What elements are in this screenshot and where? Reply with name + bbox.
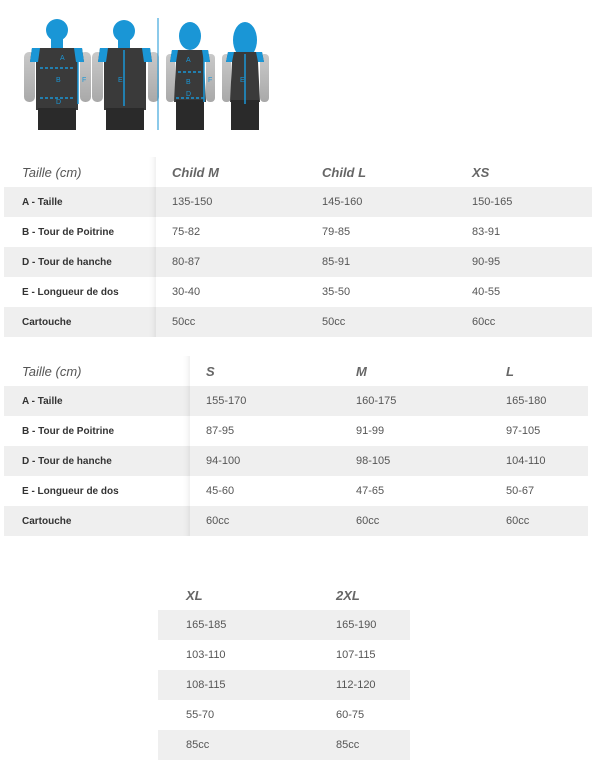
table-row [4, 187, 592, 217]
male-back-figure [92, 20, 159, 130]
female-front-letter-a: A [186, 57, 191, 64]
table-row [4, 277, 592, 307]
header-cell: M [356, 363, 367, 379]
row-label: B - Tour de Poitrine [4, 416, 190, 446]
table-cell: 103-110 [186, 649, 226, 661]
row-label: D - Tour de hanche [4, 247, 156, 277]
table-cell: 60cc [490, 506, 588, 536]
row-label: A - Taille [4, 386, 190, 416]
table-header-row [4, 356, 588, 386]
table-header-row [158, 580, 410, 610]
header-cell: S [206, 363, 215, 379]
header-cell: Child L [322, 164, 367, 180]
table-cell: 40-55 [472, 286, 501, 298]
row-label: A - Taille [4, 187, 156, 217]
male-back-letter-e: E [118, 77, 123, 84]
female-front-letter-d: D [186, 91, 192, 98]
female-front-letter-f: F [208, 77, 213, 84]
header-cell: Taille (cm) [4, 157, 156, 187]
table-cell: 104-110 [490, 446, 588, 476]
male-front-figure [24, 19, 91, 130]
male-front-letter-b: B [56, 77, 61, 84]
table-row [4, 476, 588, 506]
table-cell: 60cc [340, 506, 490, 536]
table-header-row [4, 157, 592, 187]
female-back-letter-e: E [240, 77, 245, 84]
table-cell: 135-150 [156, 187, 306, 217]
header-cell: L [506, 363, 514, 379]
header-cell: Taille (cm) [4, 356, 190, 386]
table-row [158, 640, 410, 670]
table-cell: 79-85 [322, 226, 351, 238]
table-cell: 60cc [190, 506, 340, 536]
header-cell: Child M [172, 164, 219, 180]
table-cell: 91-99 [356, 425, 385, 437]
table-cell: 85cc [158, 730, 308, 760]
table-cell: 45-60 [206, 485, 235, 497]
table-row [158, 700, 410, 730]
male-front-letter-a: A [60, 55, 65, 62]
table-cell: 112-120 [308, 670, 410, 700]
header-cell: XL [186, 587, 203, 603]
table-cell: 50-67 [506, 485, 535, 497]
table-cell: 108-115 [158, 670, 308, 700]
row-label: D - Tour de hanche [4, 446, 190, 476]
table-row [4, 506, 588, 536]
table-cell: 50cc [306, 307, 456, 337]
table-cell: 83-91 [472, 226, 501, 238]
table-cell: 30-40 [172, 286, 201, 298]
row-label: Cartouche [4, 506, 190, 536]
table-row [4, 247, 592, 277]
table-cell: 165-190 [308, 610, 410, 640]
table-row [4, 217, 592, 247]
table-cell: 90-95 [456, 247, 592, 277]
female-back-figure [222, 22, 269, 130]
size-table-3 [158, 580, 410, 760]
row-label: E - Longueur de dos [4, 277, 156, 307]
table-row [4, 446, 588, 476]
table-cell: 55-70 [186, 709, 215, 721]
table-cell: 160-175 [340, 386, 490, 416]
table-row [158, 730, 410, 760]
size-guide-figures [0, 0, 600, 140]
table-cell: 94-100 [190, 446, 340, 476]
table-row [158, 610, 410, 640]
table-cell: 98-105 [340, 446, 490, 476]
header-cell: 2XL [336, 587, 360, 603]
size-table-1 [4, 157, 592, 337]
size-table-2 [4, 356, 588, 536]
table-row [4, 386, 588, 416]
table-cell: 97-105 [506, 425, 541, 437]
table-cell: 80-87 [156, 247, 306, 277]
table-cell: 85cc [308, 730, 410, 760]
header-cell: XS [472, 164, 490, 180]
table-cell: 155-170 [190, 386, 340, 416]
table-cell: 87-95 [206, 425, 235, 437]
table-cell: 150-165 [456, 187, 592, 217]
body-measurement-illustration [0, 0, 600, 140]
female-front-figure [166, 22, 215, 130]
male-front-letter-f: F [82, 77, 87, 84]
female-front-letter-b: B [186, 79, 191, 86]
table-cell: 47-65 [356, 485, 385, 497]
table-cell: 35-50 [322, 286, 351, 298]
table-cell: 85-91 [306, 247, 456, 277]
table-cell: 60-75 [336, 709, 365, 721]
table-cell: 75-82 [172, 226, 201, 238]
row-label: E - Longueur de dos [4, 476, 190, 506]
table-cell: 165-185 [158, 610, 308, 640]
table-cell: 165-180 [490, 386, 588, 416]
table-cell: 107-115 [336, 649, 376, 661]
male-front-letter-d: D [56, 99, 62, 106]
row-label: B - Tour de Poitrine [4, 217, 156, 247]
table-cell: 145-160 [306, 187, 456, 217]
table-row [4, 307, 592, 337]
table-cell: 50cc [156, 307, 306, 337]
row-label: Cartouche [4, 307, 156, 337]
table-row [158, 670, 410, 700]
table-cell: 60cc [456, 307, 592, 337]
table-row [4, 416, 588, 446]
